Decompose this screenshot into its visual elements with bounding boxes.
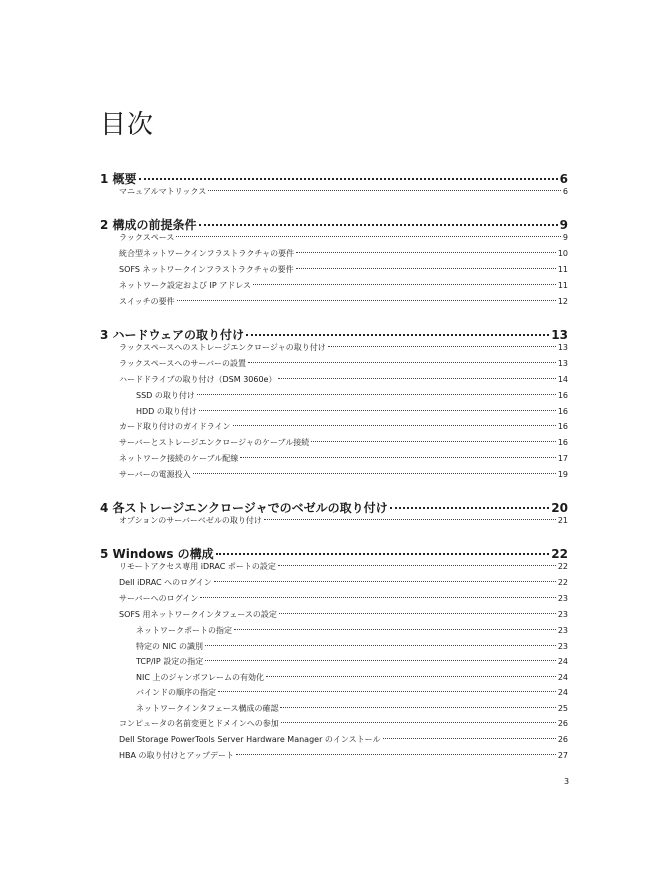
toc-entry-page: 24 [557, 672, 568, 682]
toc-entry-page: 17 [557, 454, 568, 463]
toc-entry[interactable] [100, 593, 568, 609]
toc-chapter[interactable] [100, 216, 568, 232]
toc-entry-label: 4 各ストレージエンクロージャでのベゼルの取り付け [100, 501, 388, 515]
toc-entry-page: 16 [557, 406, 568, 416]
toc-entry-label: SSD の取り付け [136, 391, 195, 400]
toc-entry-label: 3 ハードウェアの取り付け [100, 328, 245, 342]
toc-entry-label: 5 Windows の構成 [100, 547, 214, 561]
dot-leader [205, 645, 556, 646]
toc-entry-page: 25 [557, 703, 568, 713]
toc-entry[interactable] [100, 561, 568, 577]
toc-entry-page: 11 [557, 281, 568, 290]
toc-entry[interactable] [100, 358, 568, 374]
toc-entry[interactable] [100, 406, 568, 422]
toc-entry-page: 19 [557, 470, 568, 479]
dot-leader [266, 676, 556, 677]
dot-leader [253, 284, 556, 285]
toc-entry-label: 2 構成の前提条件 [100, 218, 197, 232]
toc-entry-page: 23 [557, 641, 568, 651]
page-title: 目次 [100, 110, 155, 140]
toc-entry-label: ラックスペース [119, 233, 175, 242]
dot-leader [199, 224, 558, 226]
toc-entry-label: 1 概要 [100, 172, 137, 186]
toc-entry-label: コンピュータの名前変更とドメインへの参加 [119, 719, 279, 728]
dot-leader [214, 581, 556, 582]
dot-leader [240, 457, 556, 458]
dot-leader [296, 268, 556, 269]
toc-entry-page: 16 [557, 391, 568, 400]
toc-entry-page: 23 [557, 610, 568, 619]
toc-entry-label: Dell Storage PowerTools Server Hardware Manager のインストール [119, 735, 381, 744]
toc-entry[interactable] [100, 232, 568, 248]
toc-entry[interactable] [100, 687, 568, 703]
toc-entry[interactable] [100, 248, 568, 264]
toc-entry-page: 24 [557, 688, 568, 697]
toc-entry-label: ネットワークポートの指定 [136, 626, 232, 635]
toc-entry-label: リモートアクセス専用 iDRAC ポートの設定 [119, 562, 276, 571]
dot-leader [200, 597, 556, 598]
toc-entry[interactable] [100, 734, 568, 750]
dot-leader [236, 754, 556, 755]
dot-leader [311, 441, 556, 442]
toc-entry-label: サーバーへのログイン [119, 594, 199, 603]
toc-entry-label: カード取り付けのガイドライン [119, 422, 231, 431]
toc-entry-label: サーバーの電源投入 [119, 470, 191, 479]
toc-chapter[interactable] [100, 170, 568, 186]
toc-entry-label: ハードドライブの取り付け（DSM 3060e） [119, 375, 277, 384]
toc-entry-label: SOFS 用ネットワークインタフェースの設定 [119, 610, 277, 619]
toc-entry[interactable] [100, 656, 568, 672]
dot-leader [280, 707, 555, 708]
toc-entry[interactable] [100, 672, 568, 688]
dot-leader [281, 722, 556, 723]
toc-entry-page: 22 [551, 547, 568, 561]
toc-entry-page: 9 [559, 218, 568, 232]
toc-entry[interactable] [100, 703, 568, 719]
toc-entry[interactable] [100, 718, 568, 734]
toc-entry-label: ラックスペースへのサーバーの設置 [119, 359, 246, 368]
toc-entry[interactable] [100, 453, 568, 469]
dot-leader [383, 738, 556, 739]
toc-entry[interactable] [100, 421, 568, 437]
toc-entry[interactable] [100, 750, 568, 766]
toc-entry-label: オプションのサーバーベゼルの取り付け [119, 516, 262, 525]
toc-entry-label: スイッチの要件 [119, 297, 175, 306]
dot-leader [278, 565, 556, 566]
table-of-contents [100, 170, 568, 766]
toc-entry[interactable] [100, 515, 568, 531]
toc-chapter[interactable] [100, 499, 568, 515]
toc-entry-page: 22 [557, 578, 568, 587]
toc-entry-page: 13 [557, 359, 568, 368]
toc-entry-page: 23 [557, 626, 568, 635]
dot-leader [177, 300, 556, 301]
toc-entry-label: NIC 上のジャンボフレームの有効化 [136, 672, 264, 682]
toc-entry-label: サーバーとストレージエンクロージャのケーブル接続 [119, 438, 310, 447]
dot-leader [264, 519, 556, 520]
toc-entry[interactable] [100, 264, 568, 280]
toc-entry-page: 9 [562, 233, 568, 242]
toc-entry[interactable] [100, 296, 568, 312]
toc-chapter[interactable] [100, 545, 568, 561]
toc-entry-page: 22 [557, 562, 568, 571]
toc-entry-label: HBA の取り付けとアップデート [119, 751, 234, 760]
dot-leader [233, 425, 556, 426]
dot-leader [208, 190, 561, 191]
toc-entry-label: ネットワーク設定および IP アドレス [119, 281, 252, 290]
dot-leader [176, 236, 561, 237]
dot-leader [197, 394, 556, 395]
dot-leader [234, 629, 556, 630]
toc-entry[interactable] [100, 280, 568, 296]
toc-entry-page: 14 [557, 375, 568, 384]
toc-entry-page: 23 [557, 594, 568, 603]
dot-leader [199, 410, 556, 411]
dot-leader [279, 613, 556, 614]
toc-chapter[interactable] [100, 326, 568, 342]
toc-entry-label: SOFS ネットワークインフラストラクチャの要件 [119, 265, 294, 274]
toc-entry-label: ラックスペースへのストレージエンクロージャの取り付け [119, 343, 326, 352]
toc-entry-label: TCP/IP 設定の指定 [136, 657, 204, 666]
toc-entry-label: マニュアルマトリックス [119, 187, 207, 196]
dot-leader [139, 178, 558, 180]
page-number: 3 [564, 777, 570, 786]
toc-entry[interactable] [100, 469, 568, 485]
dot-leader [296, 252, 556, 253]
dot-leader [328, 346, 556, 347]
toc-entry-page: 13 [551, 328, 568, 342]
toc-entry-page: 16 [557, 438, 568, 447]
toc-entry-label: ネットワークインタフェース構成の確認 [136, 703, 279, 713]
dot-leader [390, 507, 550, 509]
toc-entry-page: 12 [557, 297, 568, 306]
toc-entry[interactable] [100, 186, 568, 202]
toc-entry-page: 16 [557, 422, 568, 431]
toc-entry[interactable] [100, 437, 568, 453]
toc-entry-page: 10 [557, 249, 568, 258]
toc-entry-label: HDD の取り付け [136, 406, 197, 416]
toc-entry[interactable] [100, 625, 568, 641]
dot-leader [246, 334, 549, 336]
toc-entry-page: 13 [557, 343, 568, 352]
toc-entry-page: 21 [557, 516, 568, 525]
dot-leader [218, 691, 556, 692]
dot-leader [205, 660, 556, 661]
toc-entry-page: 27 [557, 751, 568, 760]
toc-entry[interactable] [100, 641, 568, 657]
toc-entry[interactable] [100, 374, 568, 390]
dot-leader [216, 553, 550, 555]
toc-entry-label: 統合型ネットワークインフラストラクチャの要件 [119, 249, 295, 258]
toc-entry[interactable] [100, 609, 568, 625]
toc-entry-label: ネットワーク接続のケーブル配線 [119, 454, 239, 463]
toc-entry[interactable] [100, 390, 568, 406]
toc-entry-page: 20 [551, 501, 568, 515]
toc-entry-page: 6 [562, 187, 568, 196]
toc-entry[interactable] [100, 577, 568, 593]
toc-entry-label: 特定の NIC の識別 [136, 641, 204, 651]
dot-leader [193, 473, 556, 474]
toc-entry-page: 24 [557, 657, 568, 666]
toc-entry-page: 11 [557, 265, 568, 274]
toc-entry-page: 6 [559, 172, 568, 186]
dot-leader [248, 362, 556, 363]
toc-entry[interactable] [100, 342, 568, 358]
toc-entry-page: 26 [557, 719, 568, 728]
toc-entry-label: Dell iDRAC へのログイン [119, 578, 212, 587]
toc-entry-label: バインドの順序の指定 [136, 688, 216, 697]
dot-leader [278, 378, 555, 379]
toc-entry-page: 26 [557, 735, 568, 744]
